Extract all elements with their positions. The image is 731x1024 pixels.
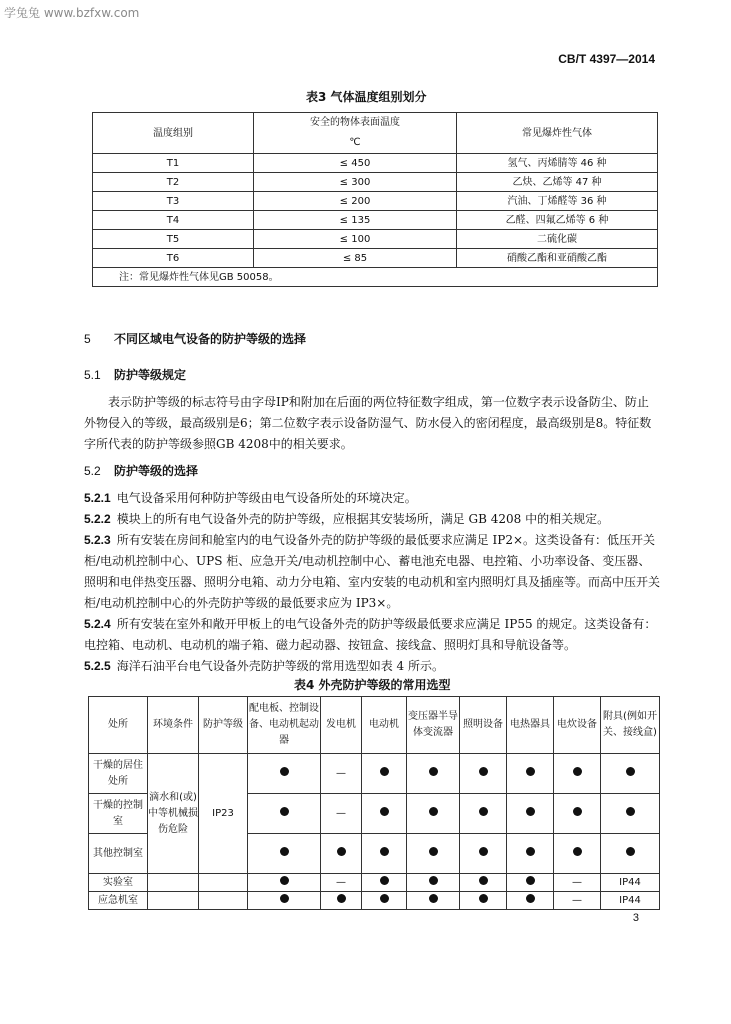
table-row <box>89 754 660 794</box>
table3-header-temp-unit: ℃ <box>349 137 361 148</box>
table3-header-gas: 常见爆炸性气体 <box>457 113 658 154</box>
clause-5-2-5 <box>84 656 660 677</box>
filled-dot-icon <box>526 767 535 776</box>
table3-cell: 氢气、丙烯腈等 46 种 <box>457 154 658 173</box>
filled-dot-icon <box>380 767 389 776</box>
section-title: 不同区域电气设备的防护等级的选择 <box>114 332 307 346</box>
filled-dot-icon <box>626 767 635 776</box>
table4-protection-blank <box>199 892 248 910</box>
page-number: 3 <box>632 912 639 924</box>
filled-dot-icon <box>380 876 389 885</box>
table4-protection-blank <box>199 874 248 892</box>
table4-environment-blank <box>148 892 199 910</box>
clause-text: 海洋石油平台电气设备外壳防护等级的常用选型如表 4 所示。 <box>116 659 444 673</box>
table4-cell <box>407 794 460 834</box>
clause-5-2-4 <box>84 614 660 656</box>
table4-cell <box>362 892 407 910</box>
table4-place: 其他控制室 <box>89 834 148 874</box>
section-number: 5.2 <box>84 464 101 478</box>
table4-cell: — <box>554 874 601 892</box>
table4-header: 电炊设备 <box>554 697 601 754</box>
table3-cell: T3 <box>93 192 254 211</box>
table3-cell: 硝酸乙酯和亚硝酸乙酯 <box>457 249 658 268</box>
table4-header: 环境条件 <box>148 697 199 754</box>
table3-cell: ≤ 100 <box>254 230 457 249</box>
table-row <box>93 230 658 249</box>
table3-cell: ≤ 300 <box>254 173 457 192</box>
section-5-1-heading <box>84 366 186 383</box>
filled-dot-icon <box>526 876 535 885</box>
table4-header: 防护等级 <box>199 697 248 754</box>
filled-dot-icon <box>429 894 438 903</box>
table4-cell <box>601 754 660 794</box>
table3-cell: ≤ 135 <box>254 211 457 230</box>
clause-number: 5.2.3 <box>84 533 111 547</box>
table4-caption: 表4 外壳防护等级的常用选型 <box>294 678 451 692</box>
filled-dot-icon <box>479 894 488 903</box>
table3-cell: 乙炔、乙烯等 47 种 <box>457 173 658 192</box>
filled-dot-icon <box>380 894 389 903</box>
table4-cell <box>507 834 554 874</box>
table3-cell: T6 <box>93 249 254 268</box>
paragraph-text: 表示防护等级的标志符号由字母IP和附加在后面的两位特征数字组成，第一位数字表示设备防尘、防止外物侵入的等级，最高级别是6；第二位数字表示设备防湿气、防水侵入的密闭程度，最高级别是8。特征数字所代表的防护等级参照GB 4208中的相关要求。 <box>84 395 652 451</box>
filled-dot-icon <box>380 847 389 856</box>
table4-cell <box>460 754 507 794</box>
table4-place: 干燥的居住处所 <box>89 754 148 794</box>
table3-header-temp <box>254 113 457 154</box>
table4-cell <box>601 834 660 874</box>
watermark: 学兔兔 www.bzfxw.com <box>4 6 140 20</box>
table4-cell: — <box>321 754 362 794</box>
filled-dot-icon <box>573 767 582 776</box>
table-row <box>93 211 658 230</box>
filled-dot-icon <box>280 807 289 816</box>
table4-cell: — <box>321 874 362 892</box>
table4-cell <box>248 892 321 910</box>
section-5-2-heading <box>84 462 198 479</box>
table4-header: 发电机 <box>321 697 362 754</box>
filled-dot-icon <box>280 894 289 903</box>
table4-environment-blank <box>148 874 199 892</box>
clause-text: 电气设备采用何种防护等级由电气设备所处的环境决定。 <box>116 491 417 505</box>
table3-header-temp-label: 安全的物体表面温度 <box>310 117 400 128</box>
table3-header-row <box>93 113 658 154</box>
table-row <box>93 154 658 173</box>
table3-cell: T1 <box>93 154 254 173</box>
section-title: 防护等级的选择 <box>114 464 199 478</box>
clause-number: 5.2.4 <box>84 617 111 631</box>
table4-header: 电动机 <box>362 697 407 754</box>
table4-cell <box>407 834 460 874</box>
filled-dot-icon <box>280 847 289 856</box>
table4-header-row <box>89 697 660 754</box>
table4-cell <box>248 754 321 794</box>
filled-dot-icon <box>280 767 289 776</box>
table3-caption: 表3 气体温度组别划分 <box>306 90 427 104</box>
table4-cell <box>460 874 507 892</box>
table3-note: 注：常见爆炸性气体见GB 50058。 <box>93 268 658 287</box>
clause-5-2-1 <box>84 488 660 509</box>
table4-cell <box>407 874 460 892</box>
table3-cell: 乙醛、四氟乙烯等 6 种 <box>457 211 658 230</box>
table4-header: 配电板、控制设备、电动机起动器 <box>248 697 321 754</box>
table4-cell <box>507 794 554 834</box>
table4-place: 实验室 <box>89 874 148 892</box>
clause-text: 所有安装在房间和舱室内的电气设备外壳的防护等级的最低要求应满足 IP2×。这类设备有：低压开关柜/电动机控制中心、UPS 柜、应急开关/电动机控制中心、蓄电池充电器、电控箱、小功率设备、变压器、照明和电伴热变压器、照明分电箱、动力分电箱、室内安装的电动机和室内照明灯具及插座等。而高中压开关柜/电动机控制中心的外壳防护等级的最低要求应为 IP3×。 <box>84 533 661 610</box>
section-5-heading <box>84 330 306 347</box>
table4-cell <box>362 834 407 874</box>
clause-text: 所有安装在室外和敞开甲板上的电气设备外壳的防护等级最低要求应满足 IP55 的规定。这类设备有：电控箱、电动机、电动机的端子箱、磁力起动器、按钮盒、接线盒、照明灯具和导航设备等。 <box>84 617 657 652</box>
table4-cell <box>554 754 601 794</box>
filled-dot-icon <box>429 807 438 816</box>
table4-header: 附具(例如开关、接线盒) <box>601 697 660 754</box>
section-title: 防护等级规定 <box>114 368 187 382</box>
table4-cell <box>460 892 507 910</box>
table4-cell <box>507 874 554 892</box>
table4-environment: 滴水和(或)中等机械损伤危险 <box>148 754 199 874</box>
filled-dot-icon <box>479 767 488 776</box>
table4-cell <box>601 794 660 834</box>
table4-cell <box>460 794 507 834</box>
table3-cell: T4 <box>93 211 254 230</box>
table4-cell <box>554 794 601 834</box>
table3 <box>92 112 658 287</box>
filled-dot-icon <box>479 847 488 856</box>
table-row <box>89 892 660 910</box>
table4-header: 照明设备 <box>460 697 507 754</box>
filled-dot-icon <box>626 847 635 856</box>
table4-header: 电热器具 <box>507 697 554 754</box>
table4-cell: IP44 <box>601 874 660 892</box>
filled-dot-icon <box>526 847 535 856</box>
clause-number: 5.2.1 <box>84 491 111 505</box>
filled-dot-icon <box>429 876 438 885</box>
table4-protection: IP23 <box>199 754 248 874</box>
section-number: 5 <box>84 332 91 346</box>
table-row <box>89 874 660 892</box>
filled-dot-icon <box>479 876 488 885</box>
table4-cell <box>321 892 362 910</box>
table3-cell: ≤ 85 <box>254 249 457 268</box>
filled-dot-icon <box>573 807 582 816</box>
table-row <box>93 249 658 268</box>
clause-5-2-2 <box>84 509 660 530</box>
section-number: 5.1 <box>84 368 101 382</box>
standard-code: CB/T 4397—2014 <box>558 52 655 66</box>
table3-cell: T5 <box>93 230 254 249</box>
table-row <box>93 173 658 192</box>
table4-cell <box>362 754 407 794</box>
table3-cell: 汽油、丁烯醛等 36 种 <box>457 192 658 211</box>
table4-cell <box>321 834 362 874</box>
filled-dot-icon <box>380 807 389 816</box>
table3-cell: ≤ 450 <box>254 154 457 173</box>
filled-dot-icon <box>573 847 582 856</box>
clause-number: 5.2.2 <box>84 512 111 526</box>
filled-dot-icon <box>526 894 535 903</box>
filled-dot-icon <box>337 894 346 903</box>
table4-cell <box>362 874 407 892</box>
clause-number: 5.2.5 <box>84 659 111 673</box>
table4-header: 处所 <box>89 697 148 754</box>
table3-header-group: 温度组别 <box>93 113 254 154</box>
filled-dot-icon <box>280 876 289 885</box>
filled-dot-icon <box>337 847 346 856</box>
table4-cell <box>554 834 601 874</box>
clause-text: 模块上的所有电气设备外壳的防护等级，应根据其安装场所，满足 GB 4208 中的相关规定。 <box>116 512 610 526</box>
table4 <box>88 696 660 910</box>
table3-cell: T2 <box>93 173 254 192</box>
table4-place: 应急机室 <box>89 892 148 910</box>
section-5-1-paragraph <box>84 392 660 455</box>
table4-header: 变压器半导体变流器 <box>407 697 460 754</box>
table4-cell <box>407 892 460 910</box>
table4-cell <box>248 874 321 892</box>
filled-dot-icon <box>479 807 488 816</box>
table4-place: 干燥的控制室 <box>89 794 148 834</box>
table4-cell <box>362 794 407 834</box>
filled-dot-icon <box>429 767 438 776</box>
table4-cell <box>248 834 321 874</box>
table3-cell: 二硫化碳 <box>457 230 658 249</box>
table4-cell <box>248 794 321 834</box>
filled-dot-icon <box>429 847 438 856</box>
table4-cell <box>507 892 554 910</box>
table3-note-row <box>93 268 658 287</box>
table4-cell: IP44 <box>601 892 660 910</box>
table4-cell: — <box>321 794 362 834</box>
table4-cell <box>407 754 460 794</box>
clause-5-2-3 <box>84 530 660 614</box>
table4-cell <box>507 754 554 794</box>
table3-cell: ≤ 200 <box>254 192 457 211</box>
table-row <box>93 192 658 211</box>
filled-dot-icon <box>626 807 635 816</box>
filled-dot-icon <box>526 807 535 816</box>
table4-cell: — <box>554 892 601 910</box>
table4-cell <box>460 834 507 874</box>
